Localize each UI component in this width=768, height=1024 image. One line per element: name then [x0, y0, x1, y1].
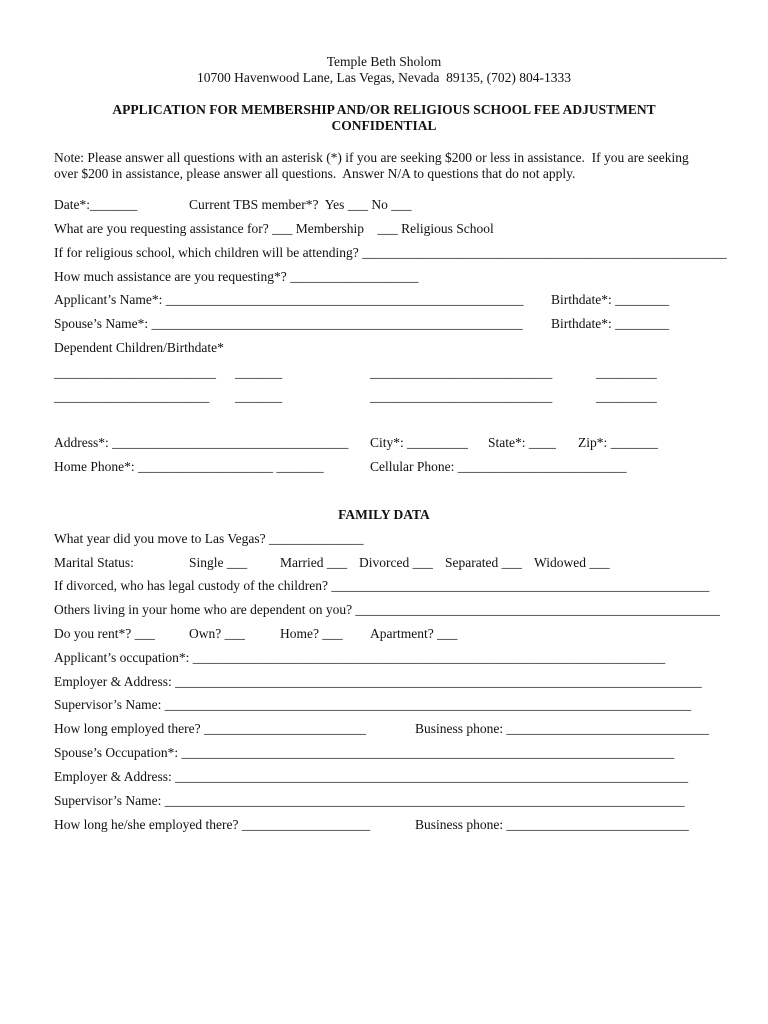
dependent-2-name-field[interactable]: ___________________________: [370, 365, 553, 380]
note-line-2: over $200 in assistance, please answer all questions. Answer N/A to questions that do not apply.: [54, 166, 576, 181]
dependent-1-name-field[interactable]: ________________________: [54, 365, 216, 380]
cell-phone-field[interactable]: Cellular Phone: _________________________: [370, 459, 627, 474]
date-field[interactable]: Date*:_______: [54, 197, 138, 212]
moved-year-field[interactable]: What year did you move to Las Vegas? ______________: [54, 531, 364, 546]
zip-field[interactable]: Zip*: _______: [578, 435, 658, 450]
marital-married-option[interactable]: Married ___: [280, 555, 348, 570]
home-phone-field[interactable]: Home Phone*: ____________________ _______: [54, 459, 324, 474]
form-subtitle: CONFIDENTIAL: [331, 118, 437, 133]
dependent-4-name-field[interactable]: ___________________________: [370, 389, 553, 404]
applicant-employer-field[interactable]: Employer & Address: ______________________________________________________________________________: [54, 674, 702, 689]
applicant-birthdate-field[interactable]: Birthdate*: ________: [551, 292, 670, 307]
spouse-name-field[interactable]: Spouse’s Name*: _______________________________________________________: [54, 316, 523, 331]
others-dependent-field[interactable]: Others living in your home who are dependent on you? ______________________________________________________: [54, 602, 720, 617]
org-name: Temple Beth Sholom: [326, 54, 442, 69]
applicant-occupation-field[interactable]: Applicant’s occupation*: ______________________________________________________________________: [54, 650, 666, 665]
form-title: APPLICATION FOR MEMBERSHIP AND/OR RELIGIOUS SCHOOL FEE ADJUSTMENT: [112, 102, 656, 117]
city-field[interactable]: City*: _________: [370, 435, 468, 450]
state-field[interactable]: State*: ____: [488, 435, 556, 450]
applicant-name-field[interactable]: Applicant’s Name*: _____________________________________________________: [54, 292, 524, 307]
custody-field[interactable]: If divorced, who has legal custody of the children? ________________________________________________________: [54, 578, 710, 593]
family-data-heading: FAMILY DATA: [338, 507, 430, 522]
note-line-1: Note: Please answer all questions with an asterisk (*) if you are seeking $200 or less in assistance. If you are seeking: [54, 150, 689, 165]
assistance-amount-field[interactable]: How much assistance are you requesting*? ___________________: [54, 269, 419, 284]
dependent-4-birthdate-field[interactable]: _________: [596, 389, 657, 404]
spouse-occupation-field[interactable]: Spouse’s Occupation*: _________________________________________________________________________: [54, 745, 675, 760]
spouse-employer-field[interactable]: Employer & Address: ____________________________________________________________________________: [54, 769, 689, 784]
marital-divorced-option[interactable]: Divorced ___: [359, 555, 433, 570]
dependent-2-birthdate-field[interactable]: _________: [596, 365, 657, 380]
apartment-option[interactable]: Apartment? ___: [370, 626, 458, 641]
children-attending-field[interactable]: If for religious school, which children will be attending? ______________________________________________________: [54, 245, 727, 260]
spouse-supervisor-field[interactable]: Supervisor’s Name: _____________________________________________________________________________: [54, 793, 685, 808]
marital-status-label: Marital Status:: [54, 555, 134, 570]
tbs-member-field[interactable]: Current TBS member*? Yes ___ No ___: [189, 197, 412, 212]
applicant-tenure-field[interactable]: How long employed there? ________________________: [54, 721, 366, 736]
spouse-business-phone-field[interactable]: Business phone: ___________________________: [415, 817, 689, 832]
applicant-business-phone-field[interactable]: Business phone: ______________________________: [415, 721, 710, 736]
dependent-3-name-field[interactable]: _______________________: [54, 389, 210, 404]
dependents-label: Dependent Children/Birthdate*: [54, 340, 224, 355]
spouse-tenure-field[interactable]: How long he/she employed there? ___________________: [54, 817, 371, 832]
org-address: 10700 Havenwood Lane, Las Vegas, Nevada 89135, (702) 804-1333: [197, 70, 571, 85]
spouse-birthdate-field[interactable]: Birthdate*: ________: [551, 316, 670, 331]
marital-single-option[interactable]: Single ___: [189, 555, 248, 570]
marital-separated-option[interactable]: Separated ___: [445, 555, 522, 570]
address-field[interactable]: Address*: ___________________________________: [54, 435, 349, 450]
applicant-supervisor-field[interactable]: Supervisor’s Name: ______________________________________________________________________________: [54, 697, 692, 712]
assistance-for-field[interactable]: What are you requesting assistance for? ___ Membership ___ Religious School: [54, 221, 494, 236]
dependent-3-birthdate-field[interactable]: _______: [235, 389, 283, 404]
rent-option[interactable]: Do you rent*? ___: [54, 626, 155, 641]
own-option[interactable]: Own? ___: [189, 626, 245, 641]
dependent-1-birthdate-field[interactable]: _______: [235, 365, 283, 380]
home-option[interactable]: Home? ___: [280, 626, 343, 641]
marital-widowed-option[interactable]: Widowed ___: [534, 555, 610, 570]
